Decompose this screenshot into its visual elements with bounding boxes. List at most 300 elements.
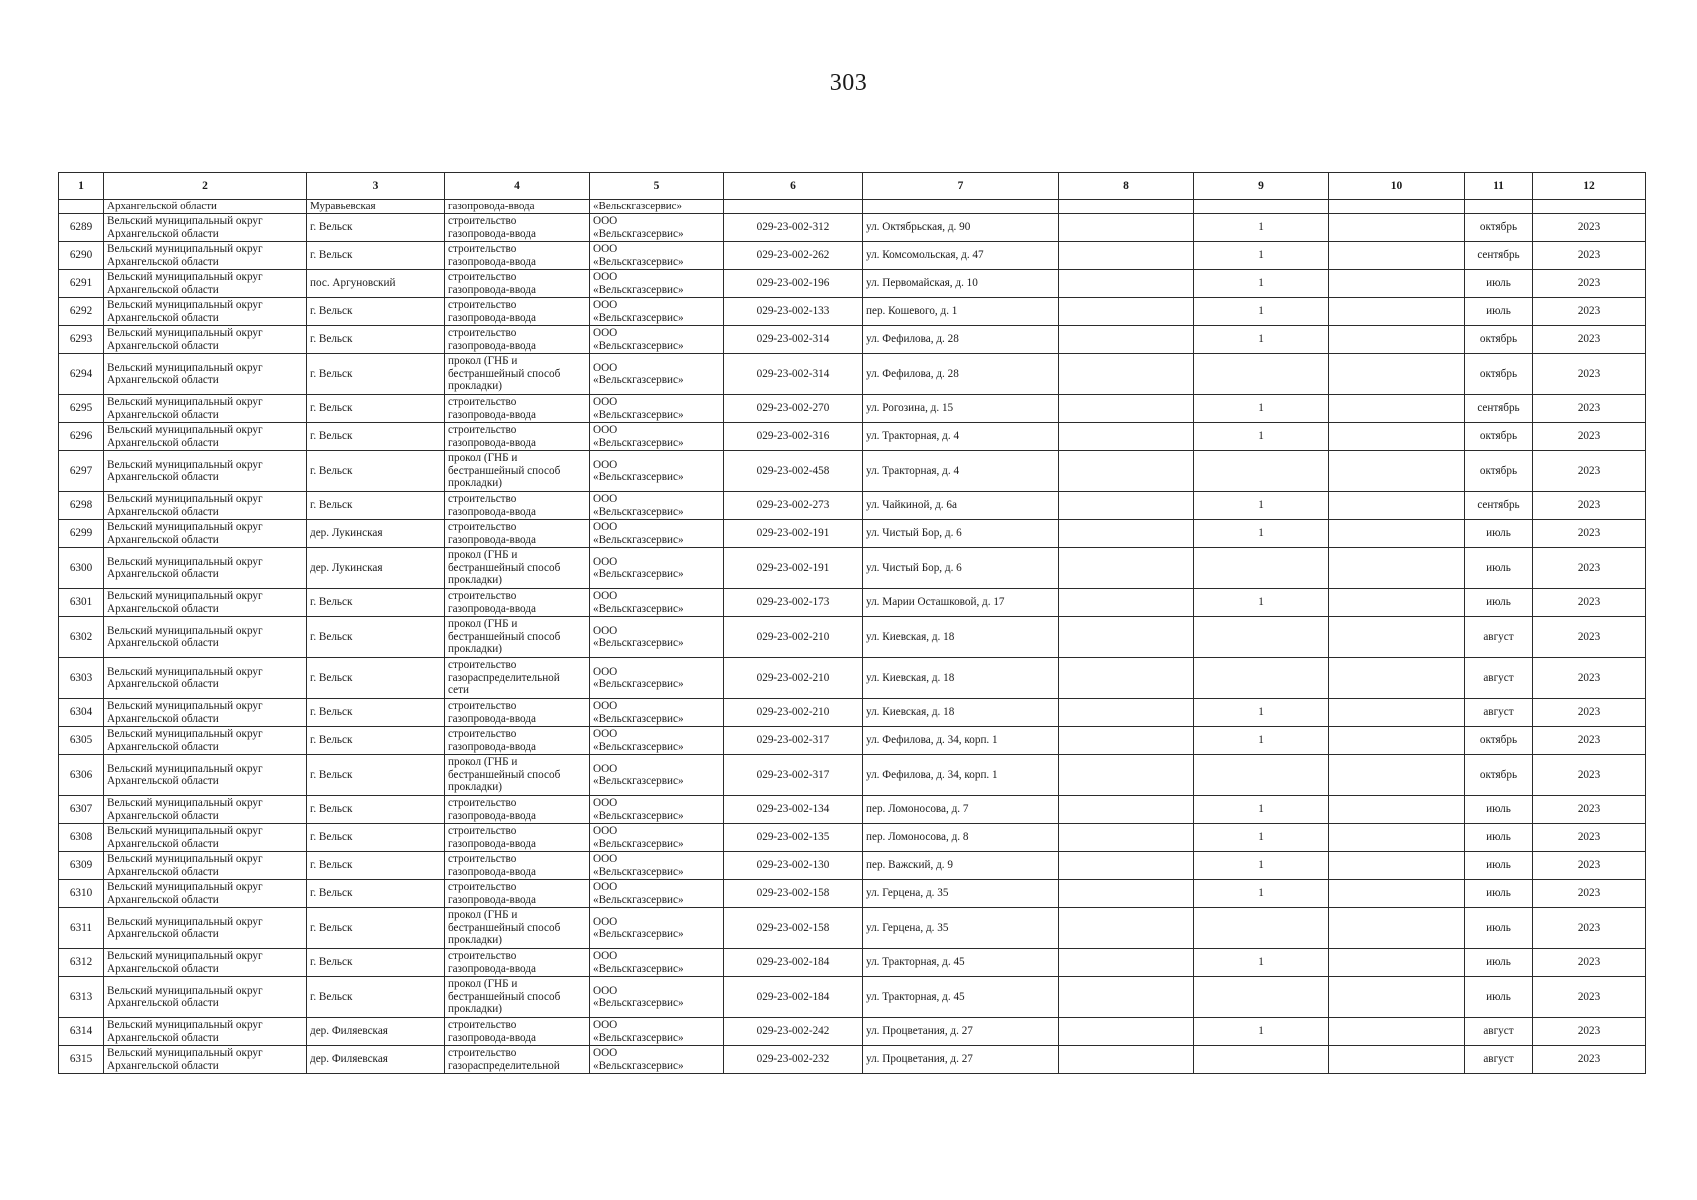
cell-line: газопровода-ввода xyxy=(448,505,536,518)
cell-object-code: 029-23-002-184 xyxy=(724,949,863,977)
cell-locality: г. Вельск xyxy=(307,949,445,977)
cell-work-type xyxy=(445,949,590,977)
column-header-12: 12 xyxy=(1533,173,1646,200)
cell-line: бестраншейный способ xyxy=(448,630,561,643)
cell-year: 2023 xyxy=(1533,451,1646,492)
cell-work-type xyxy=(445,423,590,451)
cell-col10 xyxy=(1329,354,1465,395)
cell-quantity: 1 xyxy=(1194,270,1329,298)
cell-line: бестраншейный способ xyxy=(448,464,561,477)
cell-line: газопровода-ввода xyxy=(448,408,536,421)
cell-locality: г. Вельск xyxy=(307,852,445,880)
cell-col10 xyxy=(1329,423,1465,451)
cell-line: прокол (ГНБ и xyxy=(448,978,518,991)
cell-work-type xyxy=(445,977,590,1018)
cell-line: Архангельской области xyxy=(107,602,219,615)
cell-line: Архангельской области xyxy=(107,568,219,580)
cell-address: ул. Тракторная, д. 4 xyxy=(863,451,1059,492)
table-row xyxy=(59,242,1646,270)
cell-organization xyxy=(590,755,724,796)
cell-line: «Вельскгазсервис» xyxy=(593,311,684,324)
cell-line: Вельский муниципальный округ xyxy=(107,458,263,471)
cell-line: ООО xyxy=(593,881,618,893)
cell-line: Вельский муниципальный округ xyxy=(107,825,263,837)
cell-num: 6299 xyxy=(59,520,104,548)
cell-locality: г. Вельск xyxy=(307,755,445,796)
cell-month: август xyxy=(1465,699,1533,727)
column-header-11: 11 xyxy=(1465,173,1533,200)
column-header-7: 7 xyxy=(863,173,1059,200)
cell-object-code: 029-23-002-133 xyxy=(724,298,863,326)
cell-year: 2023 xyxy=(1533,214,1646,242)
cell-quantity xyxy=(1194,617,1329,658)
cell-line: Архангельской области xyxy=(107,740,219,753)
cell-line: газопровода-ввода xyxy=(448,311,536,324)
cell-line: «Вельскгазсервис» xyxy=(593,471,684,483)
cell-organization xyxy=(590,852,724,880)
table-row xyxy=(59,298,1646,326)
cell-col10 xyxy=(1329,908,1465,949)
cell-line: «Вельскгазсервис» xyxy=(593,712,684,725)
cell-organization xyxy=(590,492,724,520)
cell-line: ООО xyxy=(593,915,618,928)
cell-municipality xyxy=(104,354,307,395)
cell-municipality xyxy=(104,727,307,755)
cell-address: ул. Герцена, д. 35 xyxy=(863,908,1059,949)
cell-quantity: 1 xyxy=(1194,1018,1329,1046)
cell-address: пер. Важский, д. 9 xyxy=(863,852,1059,880)
cell-line: «Вельскгазсервис» xyxy=(593,339,684,352)
cell-line: прокол (ГНБ и xyxy=(448,756,518,769)
cell-num: 6306 xyxy=(59,755,104,796)
table-row xyxy=(59,880,1646,908)
cell-col10 xyxy=(1329,824,1465,852)
cell-work-type xyxy=(445,699,590,727)
cell-address: ул. Фефилова, д. 28 xyxy=(863,326,1059,354)
cell-line: строительство xyxy=(448,271,517,283)
cell-locality: г. Вельск xyxy=(307,699,445,727)
table-row xyxy=(59,977,1646,1018)
cell-line: Вельский муниципальный округ xyxy=(107,984,263,997)
cell-line: строительство xyxy=(448,243,517,255)
column-header-6: 6 xyxy=(724,173,863,200)
cell-line: «Вельскгазсервис» xyxy=(593,740,684,753)
cell-line: Вельский муниципальный округ xyxy=(107,881,263,893)
cell-municipality: Архангельской области xyxy=(104,200,307,214)
cell-line: Архангельской области xyxy=(107,436,219,449)
cell-line: Вельский муниципальный округ xyxy=(107,424,263,436)
continuation-row xyxy=(59,200,1646,214)
cell-object-code: 029-23-002-273 xyxy=(724,492,863,520)
cell-address: ул. Киевская, д. 18 xyxy=(863,658,1059,699)
cell-line: строительство xyxy=(448,700,517,712)
cell-municipality xyxy=(104,548,307,589)
cell-municipality xyxy=(104,617,307,658)
cell-work-type xyxy=(445,727,590,755)
cell-work-type xyxy=(445,298,590,326)
column-header-2: 2 xyxy=(104,173,307,200)
cell-month: октябрь xyxy=(1465,727,1533,755)
cell-num: 6313 xyxy=(59,977,104,1018)
cell-line: «Вельскгазсервис» xyxy=(593,1059,684,1072)
cell-line: прокладки) xyxy=(448,643,502,656)
cell-line: бестраншейный способ xyxy=(448,921,561,934)
cell-organization xyxy=(590,880,724,908)
cell-col8 xyxy=(1059,520,1194,548)
cell-year: 2023 xyxy=(1533,977,1646,1018)
cell-quantity: 1 xyxy=(1194,242,1329,270)
cell-col10 xyxy=(1329,214,1465,242)
cell-municipality xyxy=(104,755,307,796)
cell-municipality xyxy=(104,451,307,492)
cell-num xyxy=(59,200,104,214)
cell-line: «Вельскгазсервис» xyxy=(593,227,684,240)
cell-col10 xyxy=(1329,796,1465,824)
cell-object-code: 029-23-002-158 xyxy=(724,908,863,949)
cell-month: июль xyxy=(1465,949,1533,977)
cell-line: «Вельскгазсервис» xyxy=(593,505,684,518)
table-row xyxy=(59,658,1646,699)
cell-month: июль xyxy=(1465,824,1533,852)
cell-object-code: 029-23-002-242 xyxy=(724,1018,863,1046)
cell-line: газопровода-ввода xyxy=(448,740,536,753)
cell-month: июль xyxy=(1465,548,1533,589)
column-header-5: 5 xyxy=(590,173,724,200)
cell-empty xyxy=(1059,200,1194,214)
cell-work-type xyxy=(445,755,590,796)
cell-line: «Вельскгазсервис» xyxy=(593,374,684,386)
cell-col8 xyxy=(1059,298,1194,326)
cell-municipality xyxy=(104,423,307,451)
cell-line: бестраншейный способ xyxy=(448,768,561,781)
cell-year: 2023 xyxy=(1533,298,1646,326)
cell-work-type xyxy=(445,548,590,589)
cell-year: 2023 xyxy=(1533,880,1646,908)
cell-num: 6309 xyxy=(59,852,104,880)
cell-month: июль xyxy=(1465,908,1533,949)
cell-year: 2023 xyxy=(1533,658,1646,699)
table-row xyxy=(59,326,1646,354)
cell-quantity: 1 xyxy=(1194,395,1329,423)
cell-num: 6310 xyxy=(59,880,104,908)
cell-col10 xyxy=(1329,755,1465,796)
cell-col8 xyxy=(1059,1018,1194,1046)
cell-organization xyxy=(590,796,724,824)
cell-line: Архангельской области xyxy=(107,893,219,906)
cell-object-code: 029-23-002-210 xyxy=(724,658,863,699)
cell-col10 xyxy=(1329,977,1465,1018)
cell-work-type xyxy=(445,214,590,242)
cell-year: 2023 xyxy=(1533,326,1646,354)
cell-year: 2023 xyxy=(1533,699,1646,727)
cell-year: 2023 xyxy=(1533,1046,1646,1074)
cell-line: строительство xyxy=(448,728,517,740)
cell-line: Вельский муниципальный округ xyxy=(107,700,263,712)
cell-num: 6291 xyxy=(59,270,104,298)
cell-num: 6315 xyxy=(59,1046,104,1074)
cell-line: прокладки) xyxy=(448,574,502,587)
cell-year: 2023 xyxy=(1533,242,1646,270)
cell-line: Архангельской области xyxy=(107,255,219,268)
cell-line: ООО xyxy=(593,797,618,809)
cell-organization xyxy=(590,520,724,548)
cell-municipality xyxy=(104,298,307,326)
cell-work-type xyxy=(445,326,590,354)
cell-locality: г. Вельск xyxy=(307,354,445,395)
cell-work-type: газопровода-ввода xyxy=(445,200,590,214)
cell-locality: Муравьевская xyxy=(307,200,445,214)
cell-month: октябрь xyxy=(1465,451,1533,492)
cell-col8 xyxy=(1059,880,1194,908)
cell-year: 2023 xyxy=(1533,548,1646,589)
cell-line: «Вельскгазсервис» xyxy=(593,1031,684,1044)
table-row xyxy=(59,423,1646,451)
cell-col8 xyxy=(1059,755,1194,796)
cell-line: Вельский муниципальный округ xyxy=(107,728,263,740)
cell-object-code: 029-23-002-135 xyxy=(724,824,863,852)
cell-col8 xyxy=(1059,1046,1194,1074)
cell-municipality xyxy=(104,395,307,423)
cell-line: Архангельской области xyxy=(107,775,219,787)
cell-col8 xyxy=(1059,242,1194,270)
cell-col8 xyxy=(1059,949,1194,977)
cell-locality: г. Вельск xyxy=(307,395,445,423)
cell-quantity: 1 xyxy=(1194,298,1329,326)
cell-num: 6297 xyxy=(59,451,104,492)
cell-organization xyxy=(590,977,724,1018)
cell-line: ООО xyxy=(593,493,618,505)
cell-month: июль xyxy=(1465,796,1533,824)
cell-line: ООО xyxy=(593,215,618,227)
cell-num: 6289 xyxy=(59,214,104,242)
cell-line: строительство xyxy=(448,327,517,339)
cell-work-type xyxy=(445,492,590,520)
cell-line: Архангельской области xyxy=(107,928,219,940)
cell-municipality xyxy=(104,1046,307,1074)
cell-month: август xyxy=(1465,658,1533,699)
cell-year: 2023 xyxy=(1533,589,1646,617)
cell-line: ООО xyxy=(593,555,618,568)
cell-line: «Вельскгазсервис» xyxy=(593,408,684,421)
table-row xyxy=(59,699,1646,727)
cell-organization xyxy=(590,658,724,699)
cell-month: сентябрь xyxy=(1465,492,1533,520)
cell-line: «Вельскгазсервис» xyxy=(593,568,684,580)
cell-work-type xyxy=(445,796,590,824)
cell-line: Архангельской области xyxy=(107,408,219,421)
cell-municipality xyxy=(104,242,307,270)
cell-year: 2023 xyxy=(1533,270,1646,298)
cell-organization xyxy=(590,214,724,242)
cell-num: 6303 xyxy=(59,658,104,699)
cell-quantity xyxy=(1194,658,1329,699)
column-header-3: 3 xyxy=(307,173,445,200)
cell-year: 2023 xyxy=(1533,423,1646,451)
table-row xyxy=(59,1046,1646,1074)
cell-organization xyxy=(590,727,724,755)
cell-locality: г. Вельск xyxy=(307,451,445,492)
cell-line: «Вельскгазсервис» xyxy=(593,809,684,822)
cell-line: Вельский муниципальный округ xyxy=(107,243,263,255)
cell-col8 xyxy=(1059,270,1194,298)
cell-num: 6312 xyxy=(59,949,104,977)
cell-col10 xyxy=(1329,395,1465,423)
cell-locality: г. Вельск xyxy=(307,824,445,852)
cell-organization xyxy=(590,1018,724,1046)
cell-empty xyxy=(863,200,1059,214)
cell-locality: г. Вельск xyxy=(307,977,445,1018)
cell-municipality xyxy=(104,824,307,852)
table-row xyxy=(59,395,1646,423)
cell-work-type xyxy=(445,824,590,852)
cell-object-code: 029-23-002-262 xyxy=(724,242,863,270)
cell-month: октябрь xyxy=(1465,354,1533,395)
cell-work-type xyxy=(445,354,590,395)
cell-col10 xyxy=(1329,1046,1465,1074)
cell-object-code: 029-23-002-196 xyxy=(724,270,863,298)
cell-line: ООО xyxy=(593,665,618,678)
cell-organization xyxy=(590,617,724,658)
cell-address: ул. Тракторная, д. 4 xyxy=(863,423,1059,451)
cell-locality: г. Вельск xyxy=(307,214,445,242)
cell-line: ООО xyxy=(593,624,618,637)
cell-organization xyxy=(590,949,724,977)
cell-line: ООО xyxy=(593,424,618,436)
cell-quantity: 1 xyxy=(1194,880,1329,908)
cell-quantity xyxy=(1194,977,1329,1018)
cell-col10 xyxy=(1329,298,1465,326)
cell-year: 2023 xyxy=(1533,395,1646,423)
cell-work-type xyxy=(445,451,590,492)
cell-col8 xyxy=(1059,395,1194,423)
cell-month: сентябрь xyxy=(1465,242,1533,270)
cell-object-code: 029-23-002-158 xyxy=(724,880,863,908)
cell-municipality xyxy=(104,492,307,520)
cell-line: строительство xyxy=(448,424,517,436)
cell-line: прокладки) xyxy=(448,380,502,393)
cell-month: сентябрь xyxy=(1465,395,1533,423)
page-number: 303 xyxy=(829,70,868,96)
cell-line: «Вельскгазсервис» xyxy=(593,602,684,615)
cell-line: Архангельской области xyxy=(107,1059,219,1072)
cell-month: июль xyxy=(1465,977,1533,1018)
cell-line: прокладки) xyxy=(448,1003,502,1016)
cell-quantity: 1 xyxy=(1194,852,1329,880)
table-row xyxy=(59,852,1646,880)
cell-col10 xyxy=(1329,949,1465,977)
table-row xyxy=(59,727,1646,755)
cell-line: Вельский муниципальный округ xyxy=(107,555,263,568)
cell-line: Вельский муниципальный округ xyxy=(107,396,263,408)
cell-organization xyxy=(590,326,724,354)
cell-locality: г. Вельск xyxy=(307,423,445,451)
cell-year: 2023 xyxy=(1533,1018,1646,1046)
cell-line: Вельский муниципальный округ xyxy=(107,950,263,962)
cell-col8 xyxy=(1059,699,1194,727)
cell-organization xyxy=(590,423,724,451)
cell-line: Вельский муниципальный округ xyxy=(107,215,263,227)
cell-line: ООО xyxy=(593,1019,618,1031)
table-row xyxy=(59,451,1646,492)
cell-organization xyxy=(590,908,724,949)
cell-line: «Вельскгазсервис» xyxy=(593,997,684,1009)
cell-line: «Вельскгазсервис» xyxy=(593,837,684,850)
table-row xyxy=(59,492,1646,520)
cell-line: газопровода-ввода xyxy=(448,255,536,268)
cell-line: газопровода-ввода xyxy=(448,837,536,850)
cell-work-type xyxy=(445,852,590,880)
cell-address: ул. Первомайская, д. 10 xyxy=(863,270,1059,298)
cell-line: Вельский муниципальный округ xyxy=(107,624,263,637)
cell-line: строительство xyxy=(448,493,517,505)
cell-quantity: 1 xyxy=(1194,796,1329,824)
cell-line: газопровода-ввода xyxy=(448,339,536,352)
cell-year: 2023 xyxy=(1533,617,1646,658)
cell-num: 6304 xyxy=(59,699,104,727)
cell-col8 xyxy=(1059,852,1194,880)
cell-municipality xyxy=(104,908,307,949)
cell-line: строительство xyxy=(448,215,517,227)
cell-object-code: 029-23-002-317 xyxy=(724,727,863,755)
cell-municipality xyxy=(104,880,307,908)
cell-line: строительство xyxy=(448,659,517,672)
cell-line: Архангельской области xyxy=(107,837,219,850)
cell-municipality xyxy=(104,796,307,824)
cell-line: ООО xyxy=(593,243,618,255)
cell-line: прокол (ГНБ и xyxy=(448,909,518,922)
cell-municipality xyxy=(104,658,307,699)
cell-col8 xyxy=(1059,354,1194,395)
cell-line: газопровода-ввода xyxy=(448,809,536,822)
cell-line: Архангельской области xyxy=(107,712,219,725)
cell-work-type xyxy=(445,242,590,270)
cell-object-code: 029-23-002-317 xyxy=(724,755,863,796)
cell-object-code: 029-23-002-314 xyxy=(724,354,863,395)
cell-object-code: 029-23-002-173 xyxy=(724,589,863,617)
cell-col10 xyxy=(1329,326,1465,354)
cell-address: ул. Рогозина, д. 15 xyxy=(863,395,1059,423)
cell-line: Архангельской области xyxy=(107,311,219,324)
cell-line: ООО xyxy=(593,271,618,283)
table-body xyxy=(59,200,1646,1074)
cell-object-code: 029-23-002-191 xyxy=(724,520,863,548)
cell-year: 2023 xyxy=(1533,908,1646,949)
cell-address: ул. Киевская, д. 18 xyxy=(863,699,1059,727)
cell-line: «Вельскгазсервис» xyxy=(593,637,684,649)
cell-month: июль xyxy=(1465,270,1533,298)
cell-line: газопровода-ввода xyxy=(448,962,536,975)
cell-line: Архангельской области xyxy=(107,997,219,1009)
cell-line: строительство xyxy=(448,1047,517,1059)
cell-line: прокол (ГНБ и xyxy=(448,452,518,465)
cell-locality: г. Вельск xyxy=(307,880,445,908)
cell-month: октябрь xyxy=(1465,755,1533,796)
cell-num: 6301 xyxy=(59,589,104,617)
cell-work-type xyxy=(445,880,590,908)
cell-object-code: 029-23-002-458 xyxy=(724,451,863,492)
cell-line: строительство xyxy=(448,950,517,962)
cell-quantity: 1 xyxy=(1194,520,1329,548)
cell-line: газопровода-ввода xyxy=(448,227,536,240)
cell-line: ООО xyxy=(593,825,618,837)
cell-line: Архангельской области xyxy=(107,505,219,518)
cell-line: Архангельской области xyxy=(107,283,219,296)
cell-municipality xyxy=(104,326,307,354)
cell-line: «Вельскгазсервис» xyxy=(593,283,684,296)
cell-quantity: 1 xyxy=(1194,589,1329,617)
cell-quantity: 1 xyxy=(1194,326,1329,354)
cell-organization xyxy=(590,824,724,852)
